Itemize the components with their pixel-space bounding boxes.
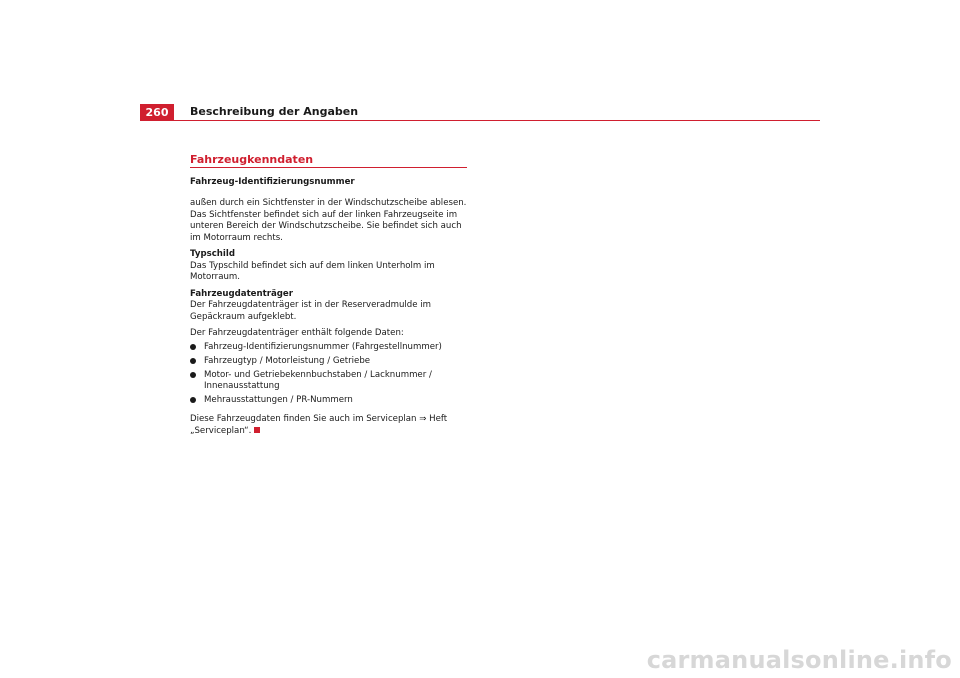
datentraeger-text: Der Fahrzeugdatenträger ist in der Reserveradmulde im Gepäckraum aufgeklebt. [190, 300, 432, 322]
section-title: Fahrzeugkenndaten [190, 154, 467, 168]
bullet-icon [190, 372, 196, 378]
list-item: Fahrzeug-Identifizierungsnummer (Fahrgestellnummer) [190, 342, 467, 354]
bullet-icon [190, 358, 196, 364]
content-column [190, 154, 467, 437]
header-title: Beschreibung der Angaben [190, 105, 359, 118]
closing-text: Diese Fahrzeugdaten finden Sie auch im Serviceplan ⇒ Heft „Serviceplan“. [190, 414, 448, 436]
list-item: Motor- und Getriebekennbuchstaben / Lacknummer / Innenausstattung [190, 370, 467, 393]
watermark: carmanualsonline.info [646, 646, 952, 674]
vin-heading: Fahrzeug-Identifizierungsnummer [190, 176, 355, 187]
end-of-section-icon [254, 427, 260, 433]
page-header [140, 104, 820, 121]
vin-text: außen durch ein Sichtfenster in der Windschutzscheibe ablesen. Das Sichtfenster befindet sich auf der linken Fahrzeugseite im unteren Bereich der Windschutzscheibe. Sie befindet sich auch im Motorraum rechts. [190, 198, 467, 243]
list-item: Fahrzeugtyp / Motorleistung / Getriebe [190, 356, 467, 368]
list-item: Mehrausstattungen / PR-Nummern [190, 395, 467, 407]
data-list [190, 342, 467, 407]
bullet-icon [190, 344, 196, 350]
typschild-text: Das Typschild befindet sich auf dem linken Unterholm im Motorraum. [190, 260, 435, 282]
datentraeger-heading: Fahrzeugdatenträger [190, 288, 293, 299]
list-intro: Der Fahrzeugdatenträger enthält folgende Daten: [190, 328, 404, 338]
typschild-heading: Typschild [190, 249, 235, 259]
page-number: 260 [140, 104, 174, 120]
bullet-icon [190, 397, 196, 403]
